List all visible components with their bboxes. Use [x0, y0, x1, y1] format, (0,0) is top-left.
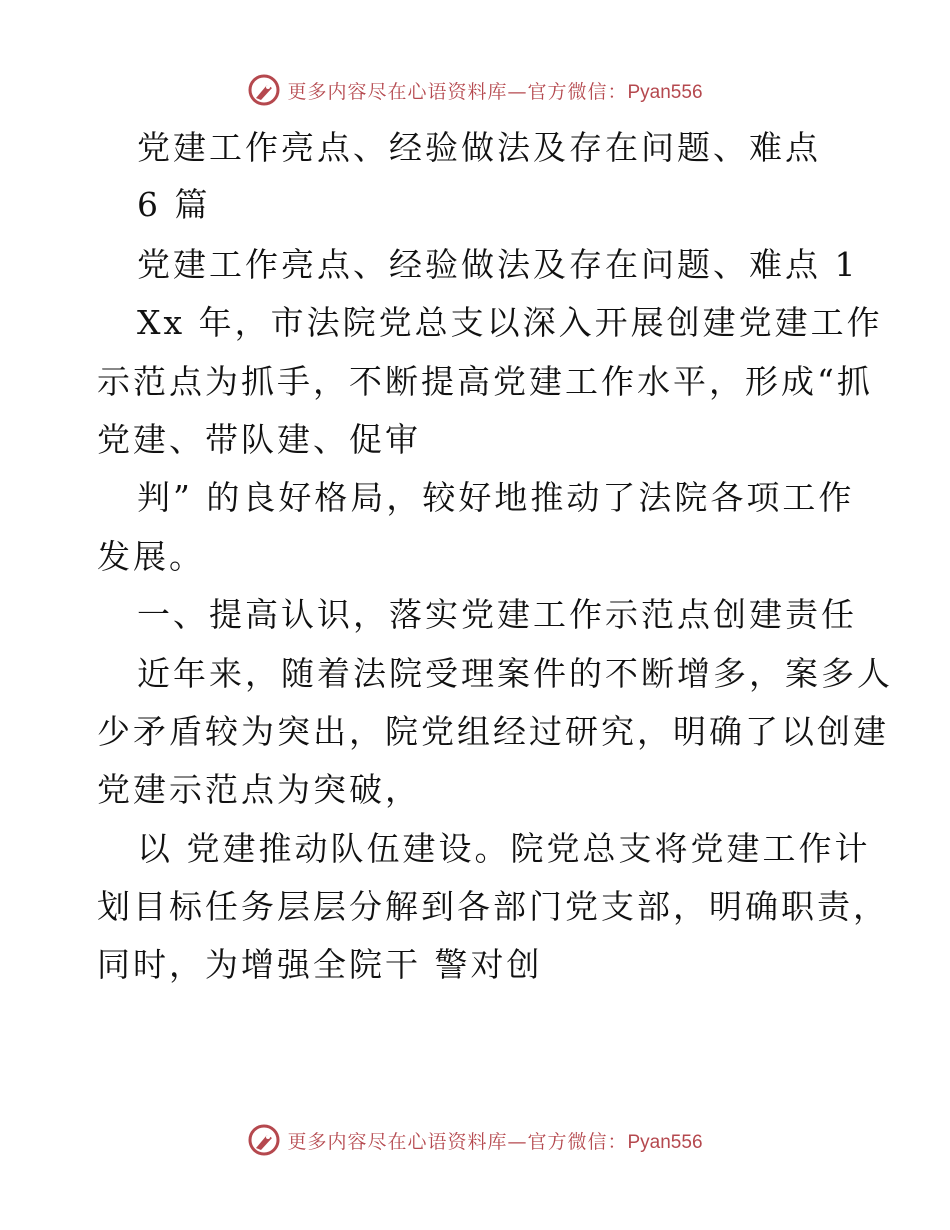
paragraph-line: 划目标任务层层分解到各部门党支部，明确职责，: [97, 887, 889, 926]
header-watermark: [0, 72, 950, 108]
paragraph-line: 近年来，随着法院受理案件的不断增多，案多人: [137, 654, 893, 693]
watermark-text: 更多内容尽在心语资料库—官方微信：Pyan556: [287, 80, 703, 103]
subsection-heading: 一、提高认识，落实党建工作示范点创建责任: [137, 595, 857, 634]
paragraph-line: Xx 年，市法院党总支以深入开展创建党建工作: [137, 303, 883, 342]
document-title-line-2: 6 篇: [137, 185, 211, 224]
pen-nib-circle-icon: [247, 73, 281, 107]
paragraph-line: 党建示范点为突破，: [97, 770, 421, 809]
document-title-line-1: 党建工作亮点、经验做法及存在问题、难点: [137, 128, 821, 167]
paragraph-line: 示范点为抓手，不断提高党建工作水平，形成“抓: [97, 362, 873, 401]
paragraph-line: 发展。: [97, 537, 205, 576]
paragraph-line: 党建、带队建、促审: [97, 420, 421, 459]
pen-nib-circle-icon: [247, 1123, 281, 1157]
watermark-text: 更多内容尽在心语资料库—官方微信：Pyan556: [287, 1130, 703, 1153]
paragraph-line: 少矛盾较为突出，院党组经过研究，明确了以创建: [97, 712, 889, 751]
paragraph-line: 以 党建推动队伍建设。院党总支将党建工作计: [137, 829, 871, 868]
footer-watermark: [0, 1122, 950, 1158]
paragraph-line: 同时，为增强全院干 警对创: [97, 945, 543, 984]
paragraph-line: 判” 的良好格局，较好地推动了法院各项工作: [137, 478, 855, 517]
section-heading: 党建工作亮点、经验做法及存在问题、难点 1: [137, 245, 859, 284]
